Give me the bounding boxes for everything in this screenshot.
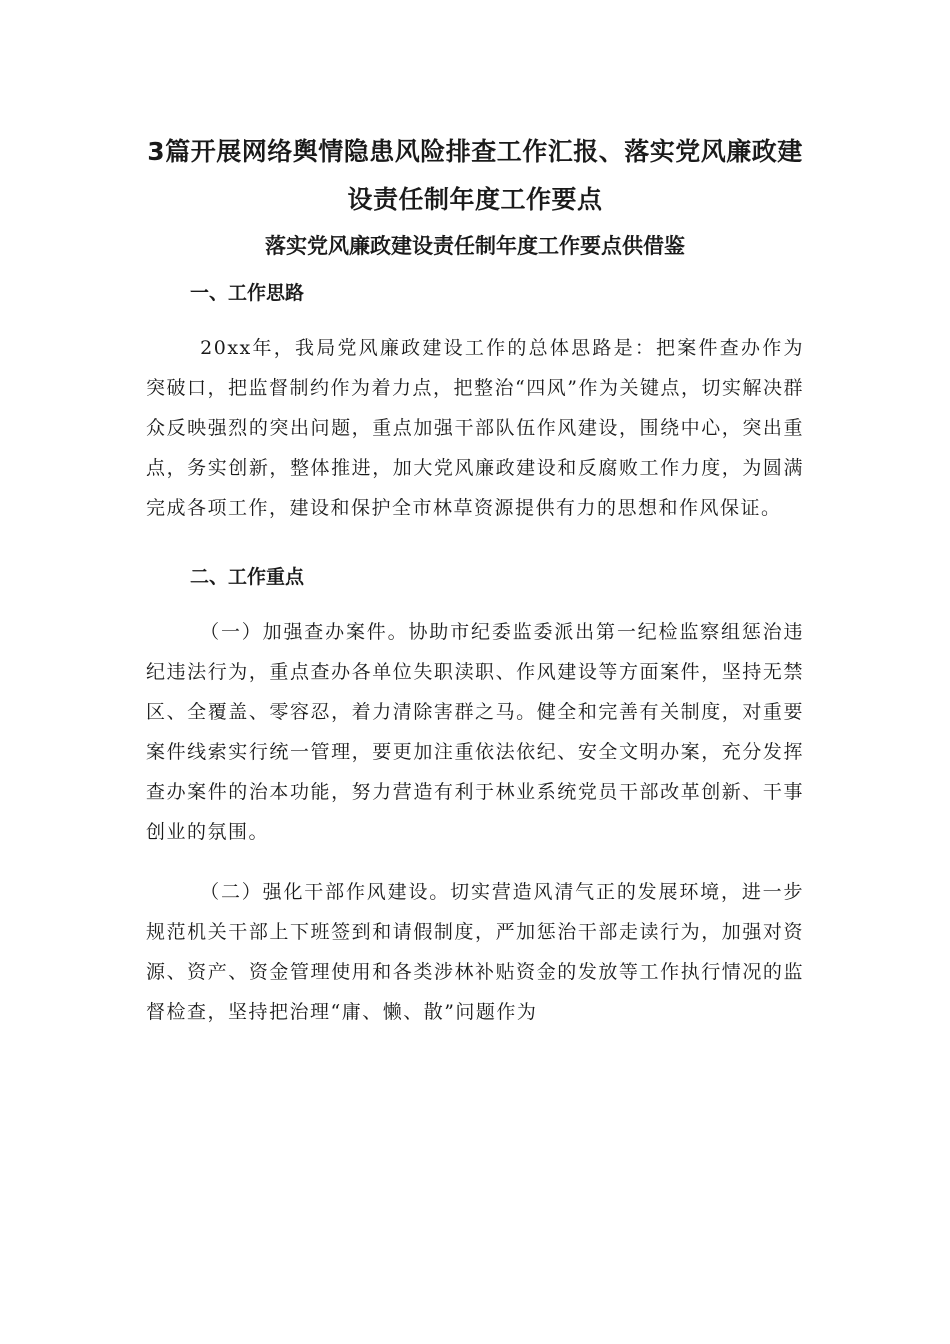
paragraph: 20xx年，我局党风廉政建设工作的总体思路是：把案件查办作为突破口，把监督制约作为着力点，把整治“四风”作为关键点，切实解决群众反映强烈的突出问题，重点加强干部队伍作风建设，围绕中心，突出重点，务实创新，整体推进，加大党风廉政建设和反腐败工作力度，为圆满完成各项工作，建设和保护全市林草资源提供有力的思想和作风保证。: [146, 337, 804, 519]
paragraph: （二）强化干部作风建设。切实营造风清气正的发展环境，进一步规范机关干部上下班签到和请假制度，严加惩治干部走读行为，加强对资源、资产、资金管理使用和各类涉林补贴资金的发放等工作执行情况的监督检查，坚持把治理“庸、懒、散”问题作为: [146, 881, 804, 1023]
paragraph: （一）加强查办案件。协助市纪委监委派出第一纪检监察组惩治违纪违法行为，重点查办各单位失职渎职、作风建设等方面案件，坚持无禁区、全覆盖、零容忍，着力清除害群之马。健全和完善有关制度，对重要案件线索实行统一管理，要更加注重依法依纪、安全文明办案，充分发挥查办案件的治本功能，努力营造有利于林业系统党员干部改革创新、干事创业的氛围。: [146, 621, 804, 843]
section-heading: 一、工作思路: [190, 282, 305, 304]
section-heading: 二、工作重点: [190, 566, 305, 588]
section-work-focus: [146, 562, 804, 1032]
title-line-1: 3篇开展网络舆情隐患风险排查工作汇报、落实党风廉政建: [147, 137, 803, 166]
document-title: [146, 128, 804, 224]
title-line-2: 设责任制年度工作要点: [347, 185, 603, 214]
section-work-approach: [146, 278, 804, 528]
document-subtitle: 落实党风廉政建设责任制年度工作要点供借鉴: [265, 234, 685, 258]
